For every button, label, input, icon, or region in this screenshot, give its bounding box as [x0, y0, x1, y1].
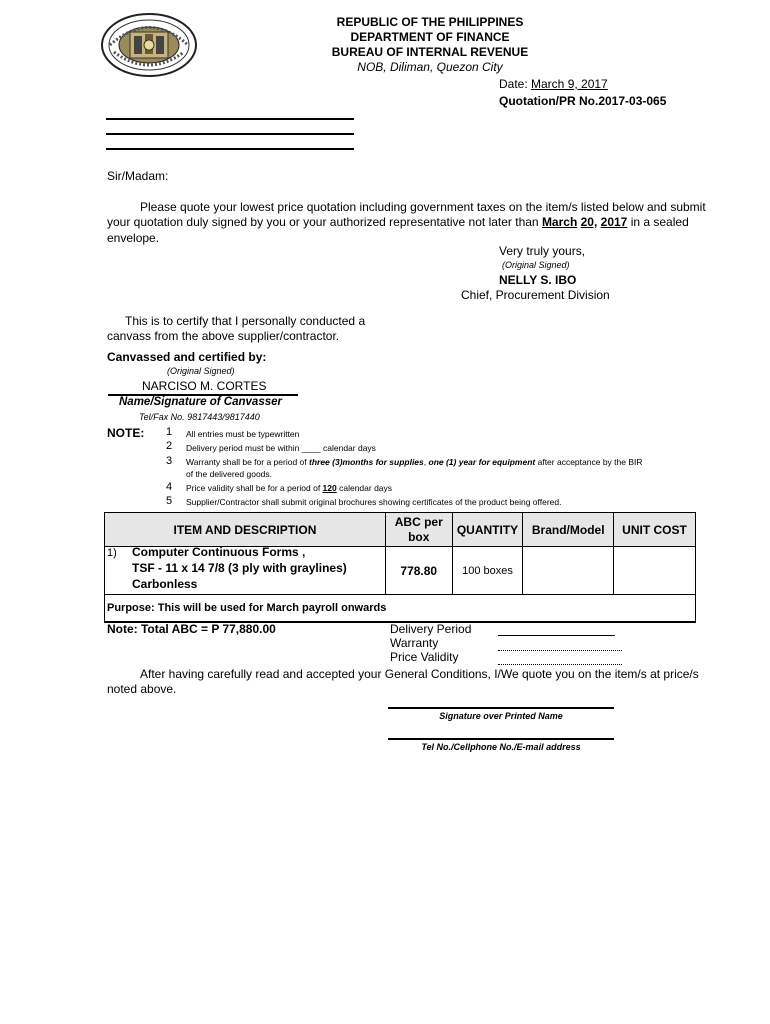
total-abc: Note: Total ABC = P 77,880.00: [107, 622, 276, 636]
date-label: Date:: [499, 77, 532, 91]
closing: Very truly yours,: [499, 244, 586, 258]
delivery-period-label: Delivery Period: [390, 622, 472, 636]
deadline-month: March: [541, 215, 578, 229]
note-3-text-e: after acceptance by the BIR: [535, 457, 643, 467]
letter-line-2-end: in a sealed: [627, 215, 689, 229]
note-3-text-a: Warranty shall be for a period of: [186, 457, 309, 467]
col-abc-per-box-label: ABC per box: [394, 514, 443, 544]
note-4-text: [186, 482, 392, 494]
quotation-number: Quotation/PR No.2017-03-065: [499, 94, 667, 108]
table-header-row: [105, 513, 696, 547]
signatory-title: Chief, Procurement Division: [461, 288, 610, 302]
warranty-field[interactable]: [498, 636, 622, 651]
deadline-year: 2017: [600, 215, 628, 229]
note-3-text-cont: of the delivered goods.: [186, 469, 273, 479]
item-unit-cost[interactable]: [614, 547, 696, 595]
address-line-3: [106, 148, 354, 150]
item-desc-line-2: TSF - 11 x 14 7/8 (3 ply with graylines): [132, 560, 347, 575]
note-5-number: 5: [166, 495, 173, 507]
contact-line[interactable]: [388, 738, 614, 740]
address-line-2: [106, 133, 354, 135]
purpose-text: Purpose: This will be used for March payroll onwards: [105, 595, 696, 622]
letter-line-1: Please quote your lowest price quotation including government taxes on the item/s listed below and submit: [140, 200, 706, 214]
item-description-cell: [105, 544, 386, 595]
note-2-number: 2: [166, 440, 173, 452]
note-3-equipment: one (1) year for equipment: [428, 457, 536, 467]
header-bureau: BUREAU OF INTERNAL REVENUE: [331, 45, 529, 59]
table-row: [105, 547, 696, 595]
note-3-supplies: three (3)months for supplies: [309, 457, 424, 467]
note-3-text: [186, 456, 698, 468]
signatory-signed-note: (Original Signed): [502, 260, 570, 270]
canvassed-heading: Canvassed and certified by:: [107, 350, 267, 364]
item-number: 1): [107, 547, 117, 559]
item-abc-value: 778.80: [385, 547, 452, 595]
canvasser-telfax: Tel/Fax No. 9817443/9817440: [139, 412, 260, 422]
warranty-label: Warranty: [390, 636, 439, 650]
col-quantity: QUANTITY: [452, 513, 523, 547]
price-validity-label: Price Validity: [390, 650, 459, 664]
header-republic: REPUBLIC OF THE PHILIPPINES: [336, 15, 524, 29]
acceptance-line-2: noted above.: [107, 682, 177, 696]
address-line-1: [106, 118, 354, 120]
note-label: NOTE:: [107, 426, 145, 440]
item-brand-model[interactable]: [523, 547, 614, 595]
item-quantity: 100 boxes: [452, 547, 523, 595]
certify-line-2: canvass from the above supplier/contractor.: [107, 329, 340, 343]
purpose-row: [105, 595, 696, 622]
header-address: NOB, Diliman, Quezon City: [357, 60, 503, 74]
signature-caption: Signature over Printed Name: [439, 711, 563, 721]
canvasser-caption: Name/Signature of Canvasser: [119, 396, 282, 408]
col-abc-per-box: [385, 513, 452, 547]
note-5-text: Supplier/Contractor shall submit original brochures showing certificates of the product being offered.: [186, 497, 562, 507]
note-3-sep: ,: [423, 457, 429, 467]
date-value: March 9, 2017: [531, 77, 608, 91]
note-1-text: All entries must be typewritten: [186, 429, 300, 439]
acceptance-line-1: After having carefully read and accepted your General Conditions, I/We quote you on the item/s at price/s: [140, 667, 699, 681]
note-4-text-a: Price validity shall be for a period of: [186, 483, 323, 493]
price-validity-field[interactable]: [498, 650, 622, 665]
note-4-text-c: calendar days: [336, 483, 393, 493]
bir-seal-logo: [100, 12, 198, 78]
item-desc-line-1: Computer Continuous Forms ,: [132, 544, 306, 559]
certify-line-1: This is to certify that I personally conducted a: [125, 314, 366, 328]
note-3-number: 3: [166, 455, 173, 467]
deadline-day: 20,: [580, 215, 598, 229]
letter-line-2-text: your quotation duly signed by you or your authorized representative not later than: [107, 215, 542, 229]
note-4-number: 4: [166, 481, 173, 493]
header-department: DEPARTMENT OF FINANCE: [350, 30, 510, 44]
letter-line-2: [107, 214, 697, 230]
item-desc-line-3: Carbonless: [132, 576, 198, 591]
items-table: [104, 512, 696, 623]
letter-line-3: envelope.: [107, 231, 160, 245]
note-1-number: 1: [166, 426, 173, 438]
col-item-description: ITEM AND DESCRIPTION: [105, 513, 386, 547]
salutation: Sir/Madam:: [107, 169, 169, 183]
note-4-days: 120: [322, 483, 337, 493]
note-2-text: Delivery period must be within ____ calendar days: [186, 443, 376, 453]
signatory-name: NELLY S. IBO: [499, 273, 577, 287]
col-unit-cost: UNIT COST: [614, 513, 696, 547]
canvasser-name: NARCISO M. CORTES: [142, 379, 267, 393]
signature-line[interactable]: [388, 707, 614, 709]
canvasser-signed-note: (Original Signed): [167, 366, 235, 376]
item-description: [105, 544, 385, 592]
date-line: [499, 77, 608, 92]
contact-caption: Tel No./Cellphone No./E-mail address: [421, 742, 581, 752]
col-brand-model: Brand/Model: [523, 513, 614, 547]
